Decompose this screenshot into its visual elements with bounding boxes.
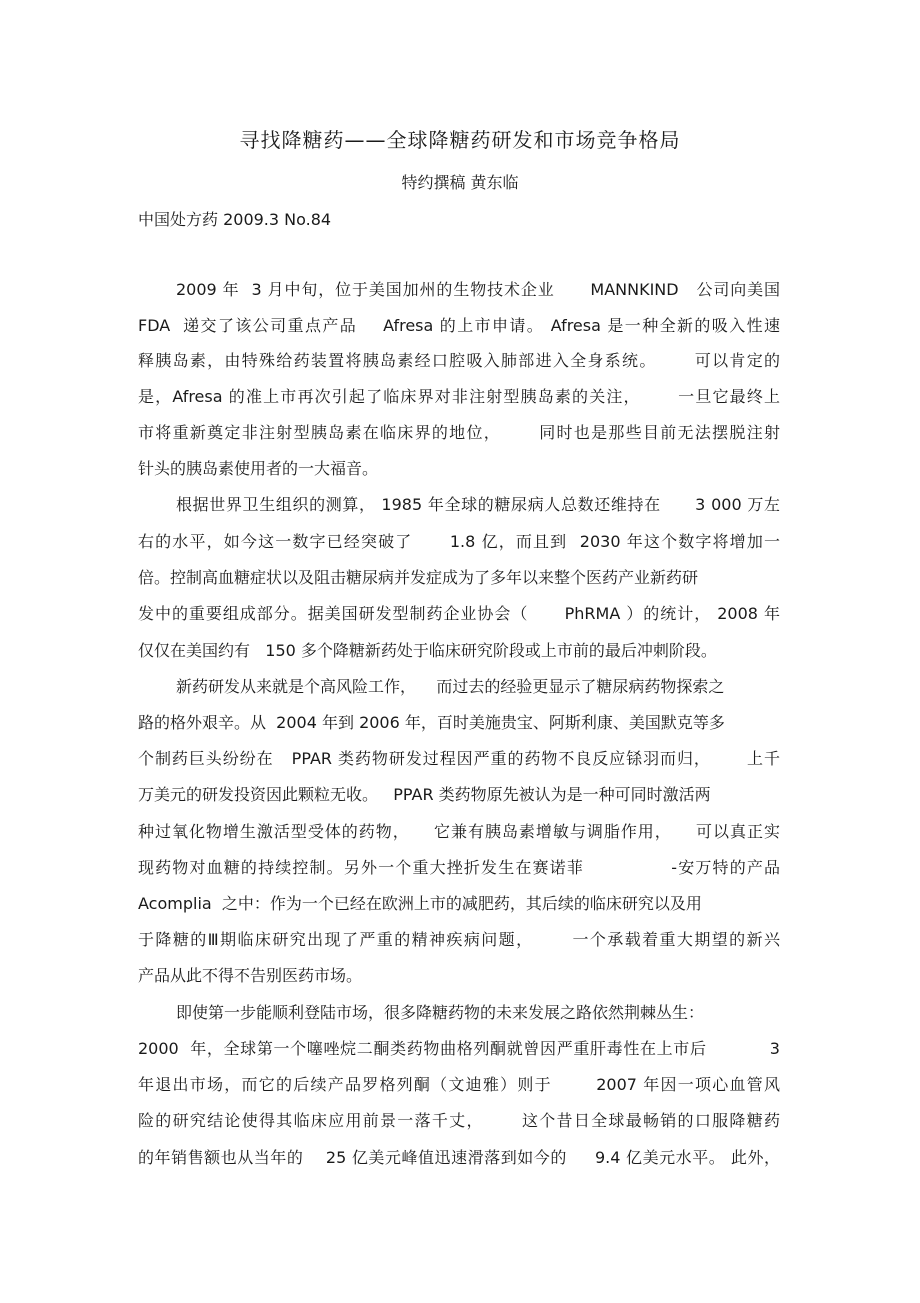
body-line: 右的水平，如今这一数字已经突破了 1.8 亿，而且到 2030 年这个数字将增加一 xyxy=(138,532,780,551)
body-line: 是，Afresa 的准上市再次引起了临床界对非注射型胰岛素的关注， 一旦它最终上 xyxy=(138,387,780,406)
body-line: 新药研发从来就是个高风险工作， 而过去的经验更显示了糖尿病药物探索之 xyxy=(176,677,725,696)
body-line: 产品从此不得不告别医药市场。 xyxy=(138,966,363,985)
body-line: 即使第一步能顺利登陆市场，很多降糖药物的未来发展之路依然荆棘丛生： xyxy=(176,1003,705,1022)
body-line: 释胰岛素，由特殊给药装置将胰岛素经口腔吸入肺部进入全身系统。 可以肯定的 xyxy=(138,351,780,370)
body-line: FDA 递交了该公司重点产品 Afresa 的上市申请。 Afresa 是一种全新的吸入性速 xyxy=(138,316,780,335)
body-line: 年退出市场，而它的后续产品罗格列酮（文迪雅）则于 2007 年因一项心血管风 xyxy=(138,1075,780,1094)
body-line: 2009 年 3 月中旬，位于美国加州的生物技术企业 MANNKIND 公司向美国 xyxy=(176,280,780,299)
article-title: 寻找降糖药——全球降糖药研发和市场竞争格局 xyxy=(239,128,681,152)
body-line: Acomplia 之中：作为一个已经在欧洲上市的减肥药，其后续的临床研究以及用 xyxy=(138,894,702,913)
body-line: 仅仅在美国约有 150 多个降糖新药处于临床研究阶段或上市前的最后冲刺阶段。 xyxy=(138,641,717,660)
body-line: 个制药巨头纷纷在 PPAR 类药物研发过程因严重的药物不良反应铩羽而归， 上千 xyxy=(138,749,780,768)
body-line: 的年销售额也从当年的 25 亿美元峰值迅速滑落到如今的 9.4 亿美元水平。 此外， xyxy=(138,1148,780,1167)
body-line: 根据世界卫生组织的测算， 1985 年全球的糖尿病人总数还维持在 3 000 万左 xyxy=(176,495,780,514)
body-line: 市将重新奠定非注射型胰岛素在临床界的地位， 同时也是那些目前无法摆脱注射 xyxy=(138,423,780,442)
body-line: 种过氧化物增生激活型受体的药物， 它兼有胰岛素增敏与调脂作用， 可以真正实 xyxy=(138,822,780,841)
body-line: 发中的重要组成部分。据美国研发型制药企业协会（ PhRMA ）的统计， 2008 年 xyxy=(138,604,780,623)
body-line: 万美元的研发投资因此颗粒无收。 PPAR 类药物原先被认为是一种可同时激活两 xyxy=(138,785,711,804)
body-line: 路的格外艰辛。从 2004 年到 2006 年，百时美施贵宝、阿斯利康、美国默克等多 xyxy=(138,713,725,732)
article-byline: 特约撰稿 黄东临 xyxy=(401,173,519,192)
body-line: 现药物对血糖的持续控制。另外一个重大挫折发生在赛诺菲 -安万特的产品 xyxy=(138,858,780,877)
article-source: 中国处方药 2009.3 No.84 xyxy=(138,210,332,229)
body-line: 2000 年，全球第一个噻唑烷二酮类药物曲格列酮就曾因严重肝毒性在上市后 3 xyxy=(138,1039,780,1058)
body-line: 于降糖的Ⅲ期临床研究出现了严重的精神疾病问题， 一个承载着重大期望的新兴 xyxy=(138,930,780,949)
body-line: 险的研究结论使得其临床应用前景一落千丈， 这个昔日全球最畅销的口服降糖药 xyxy=(138,1111,780,1130)
body-line: 针头的胰岛素使用者的一大福音。 xyxy=(138,459,379,478)
body-line: 倍。控制高血糖症状以及阻击糖尿病并发症成为了多年以来整个医药产业新药研 xyxy=(138,568,699,587)
